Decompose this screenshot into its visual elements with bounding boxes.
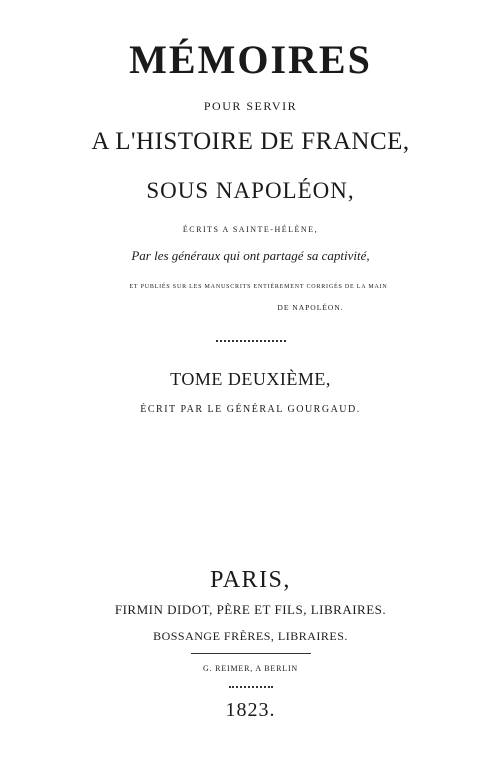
published-line-end: DE NAPOLÉON. bbox=[277, 303, 344, 312]
published-line: ET PUBLIÉS SUR LES MANUSCRITS ENTIÈREMENT CORRIGÉS DE LA MAIN bbox=[129, 284, 388, 290]
book-title: MÉMOIRES bbox=[129, 37, 372, 82]
authors-line: Par les généraux qui ont partagé sa captivité, bbox=[131, 248, 370, 263]
imprint-rule bbox=[191, 653, 311, 654]
written-at-line: ÉCRITS A SAINTE-HÉLÈNE, bbox=[182, 225, 319, 234]
imprint-year: 1823. bbox=[225, 699, 276, 721]
imprint-small-rule bbox=[229, 686, 273, 688]
subtitle-napoleon: SOUS NAPOLÉON, bbox=[146, 178, 355, 203]
imprint-city: PARIS, bbox=[210, 567, 291, 593]
subtitle-pour-servir: POUR SERVIR bbox=[203, 99, 298, 113]
volume-author: ÉCRIT PAR LE GÉNÉRAL GOURGAUD. bbox=[140, 404, 361, 415]
volume-label: TOME DEUXIÈME, bbox=[170, 369, 331, 389]
ornamental-rule bbox=[216, 340, 286, 342]
imprint-publisher-1: FIRMIN DIDOT, PÈRE ET FILS, LIBRAIRES. bbox=[114, 602, 387, 617]
subtitle-histoire: A L'HISTOIRE DE FRANCE, bbox=[91, 128, 410, 155]
imprint-publisher-3: G. REIMER, A BERLIN bbox=[203, 664, 298, 673]
imprint-publisher-2: BOSSANGE FRÈRES, LIBRAIRES. bbox=[153, 629, 348, 643]
